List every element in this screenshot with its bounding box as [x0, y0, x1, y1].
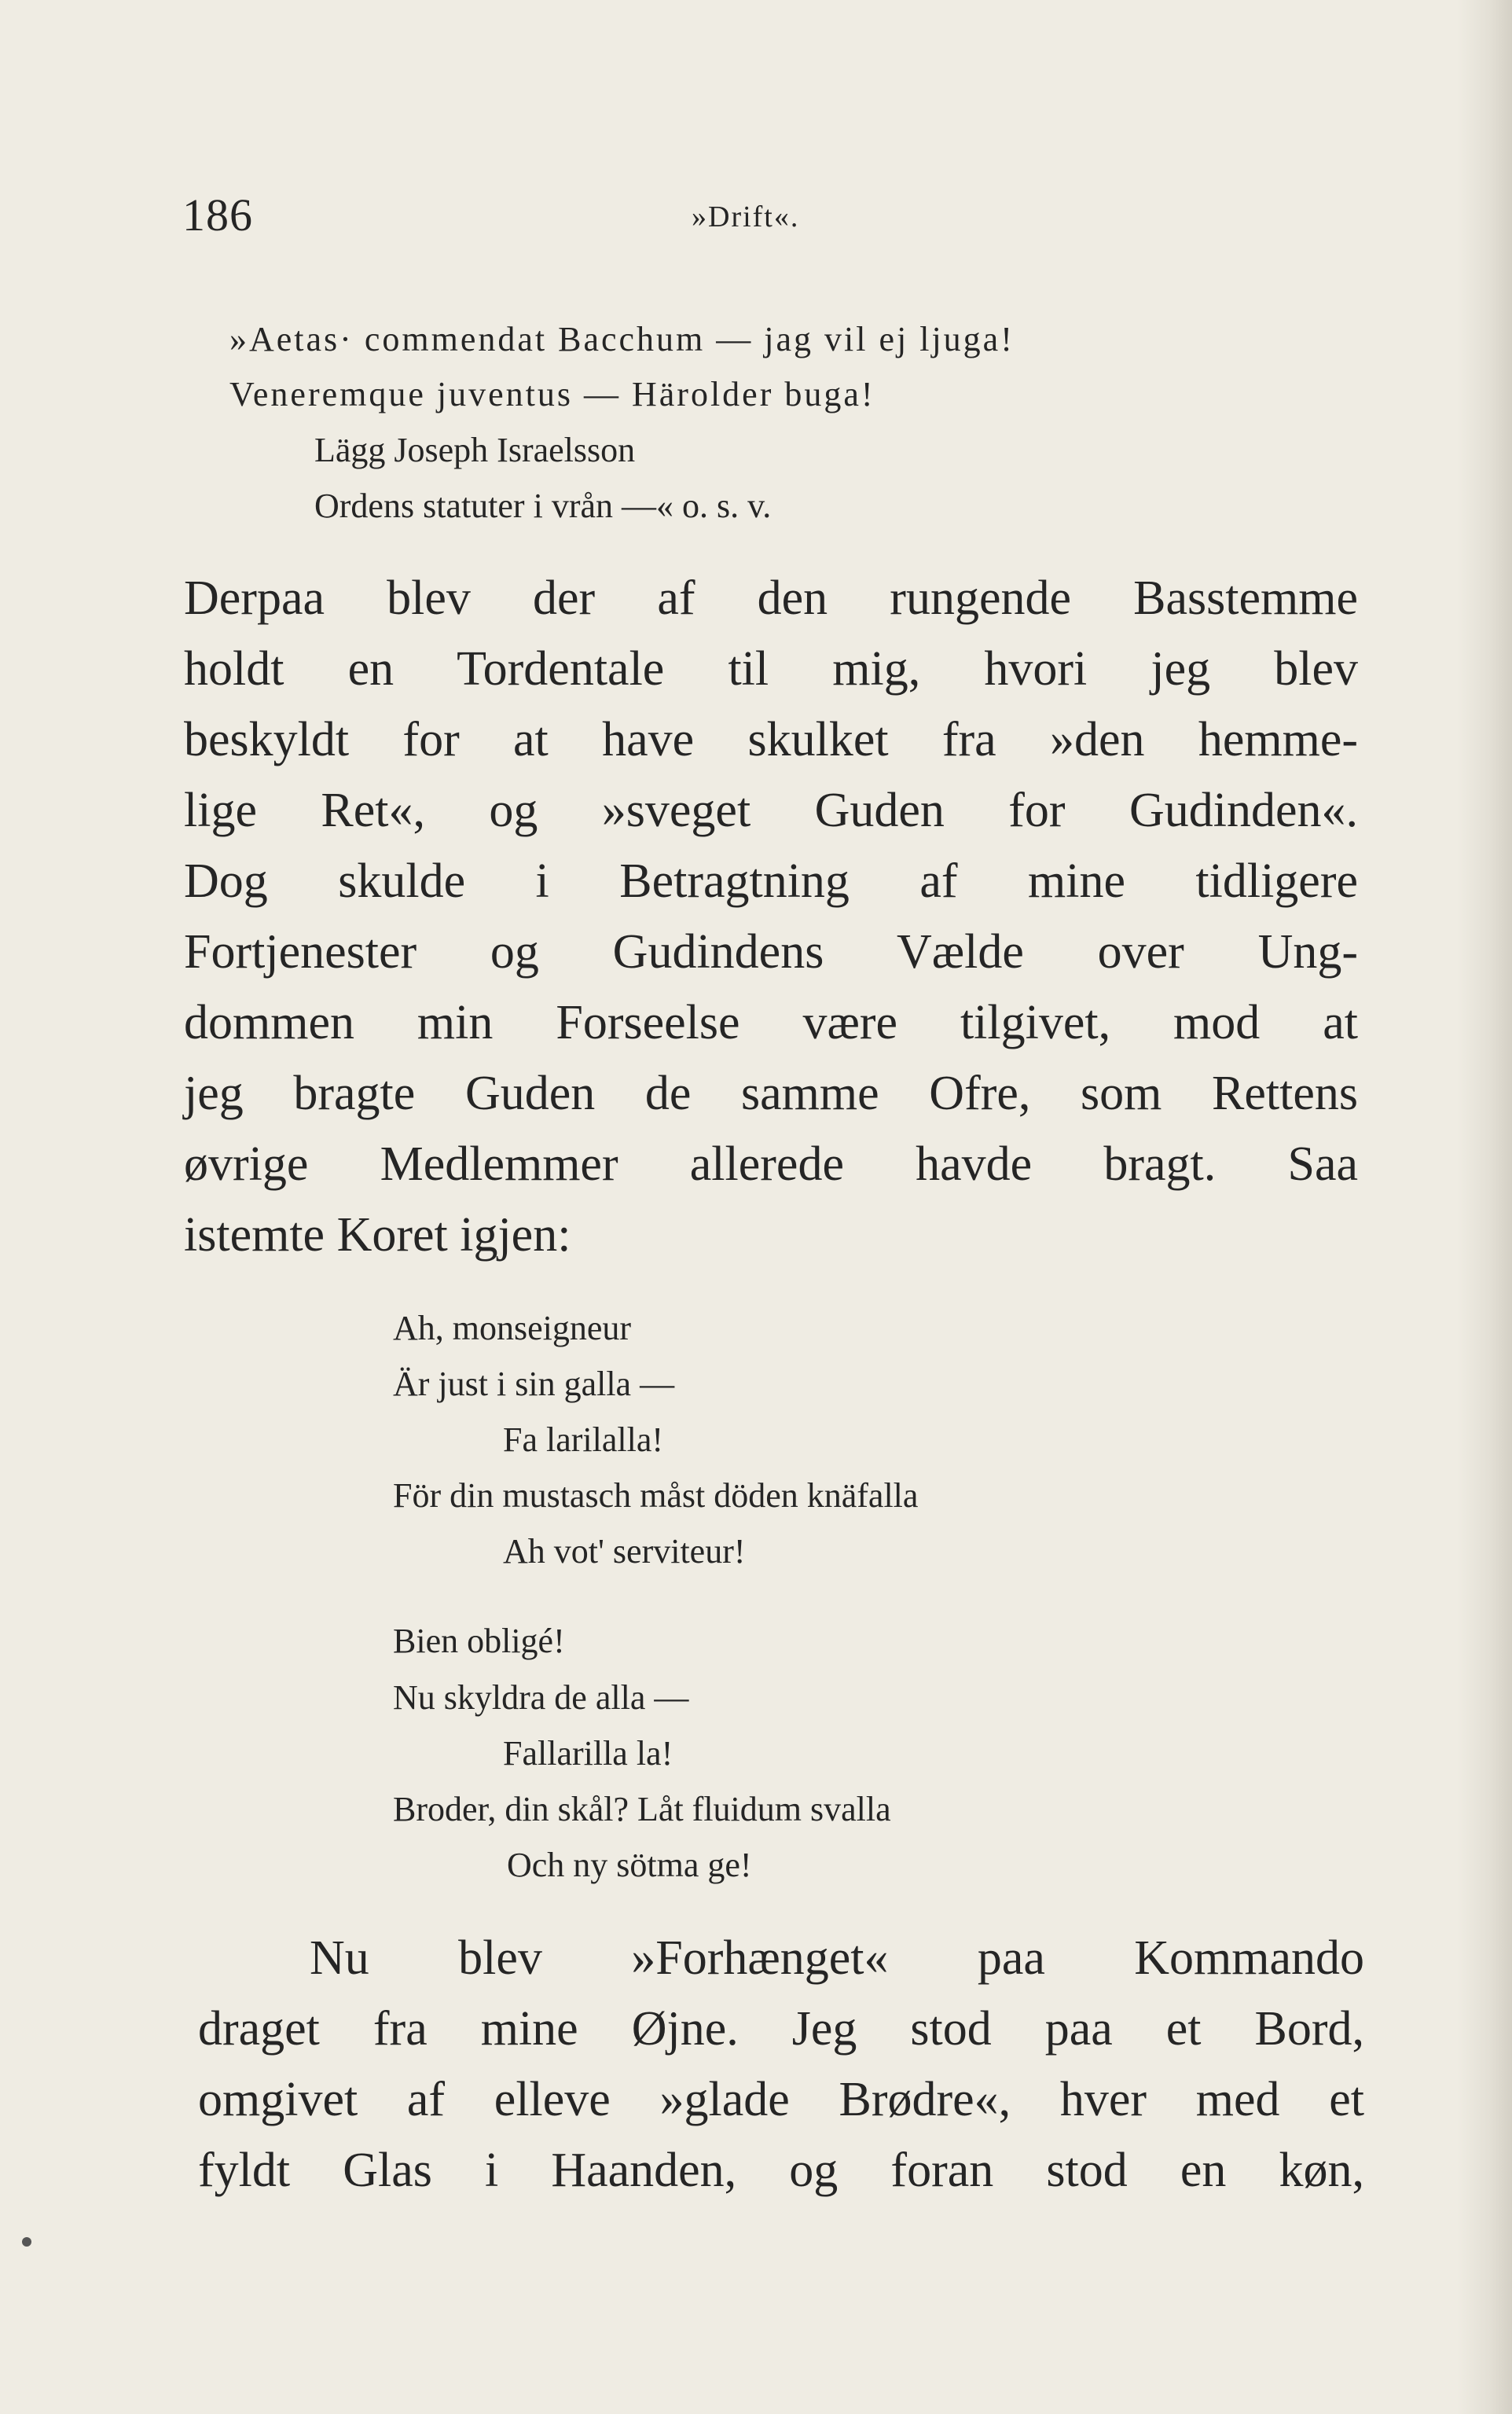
verse-line: Nu skyldra de alla — — [393, 1678, 689, 1717]
verse-line: Fallarilla la! — [503, 1734, 673, 1773]
running-title: »Drift«. — [692, 200, 800, 233]
verse-line: Ah, monseigneur — [393, 1309, 632, 1347]
page-gutter-shadow — [1457, 0, 1512, 2414]
text-line: øvrige Medlemmer allerede havde bragt. Saa — [184, 1137, 1358, 1191]
verse-line: »Aetas· commendat Bacchum — jag vil ej ljuga! — [229, 320, 1015, 358]
page-number: 186 — [182, 189, 253, 241]
text-line: lige Ret«, og »sveget Guden for Gudinden«. — [184, 784, 1358, 837]
verse-line: Lägg Joseph Israelsson — [314, 431, 636, 469]
text-line: jeg bragte Guden de samme Ofre, som Rettens — [184, 1067, 1358, 1120]
text-line: fyldt Glas i Haanden, og foran stod en køn, — [198, 2144, 1364, 2197]
text-line: Dog skulde i Betragtning af mine tidligere — [184, 854, 1358, 908]
verse-line: Är just i sin galla — — [393, 1365, 675, 1403]
text-line: Nu blev »Forhænget« paa Kommando — [310, 1931, 1364, 1985]
text-line: omgivet af elleve »glade Brødre«, hver med et — [198, 2073, 1364, 2126]
text-line: istemte Koret igjen: — [184, 1208, 571, 1262]
text-line: Fortjenester og Gudindens Vælde over Ung- — [184, 925, 1358, 979]
text-line: dommen min Forseelse være tilgivet, mod at — [184, 996, 1358, 1049]
ink-spot — [22, 2237, 31, 2247]
verse-line: Ordens statuter i vrån —« o. s. v. — [314, 487, 772, 525]
verse-line: Bien obligé! — [393, 1622, 565, 1660]
verse-line: Och ny sötma ge! — [507, 1846, 752, 1884]
verse-line: Fa larilalla! — [503, 1420, 664, 1459]
page-header — [182, 189, 1377, 252]
text-line: holdt en Tordentale til mig, hvori jeg blev — [184, 642, 1358, 696]
text-line: Derpaa blev der af den rungende Basstemme — [184, 571, 1358, 625]
verse-line: Ah vot' serviteur! — [503, 1532, 746, 1571]
text-line: beskyldt for at have skulket fra »den hemme- — [184, 713, 1358, 766]
verse-line: Veneremque juventus — Härolder buga! — [229, 375, 875, 413]
text-line: draget fra mine Øjne. Jeg stod paa et Bord, — [198, 2002, 1364, 2056]
verse-line: Broder, din skål? Låt fluidum svalla — [393, 1790, 891, 1828]
verse-line: För din mustasch måst döden knäfalla — [393, 1476, 919, 1515]
